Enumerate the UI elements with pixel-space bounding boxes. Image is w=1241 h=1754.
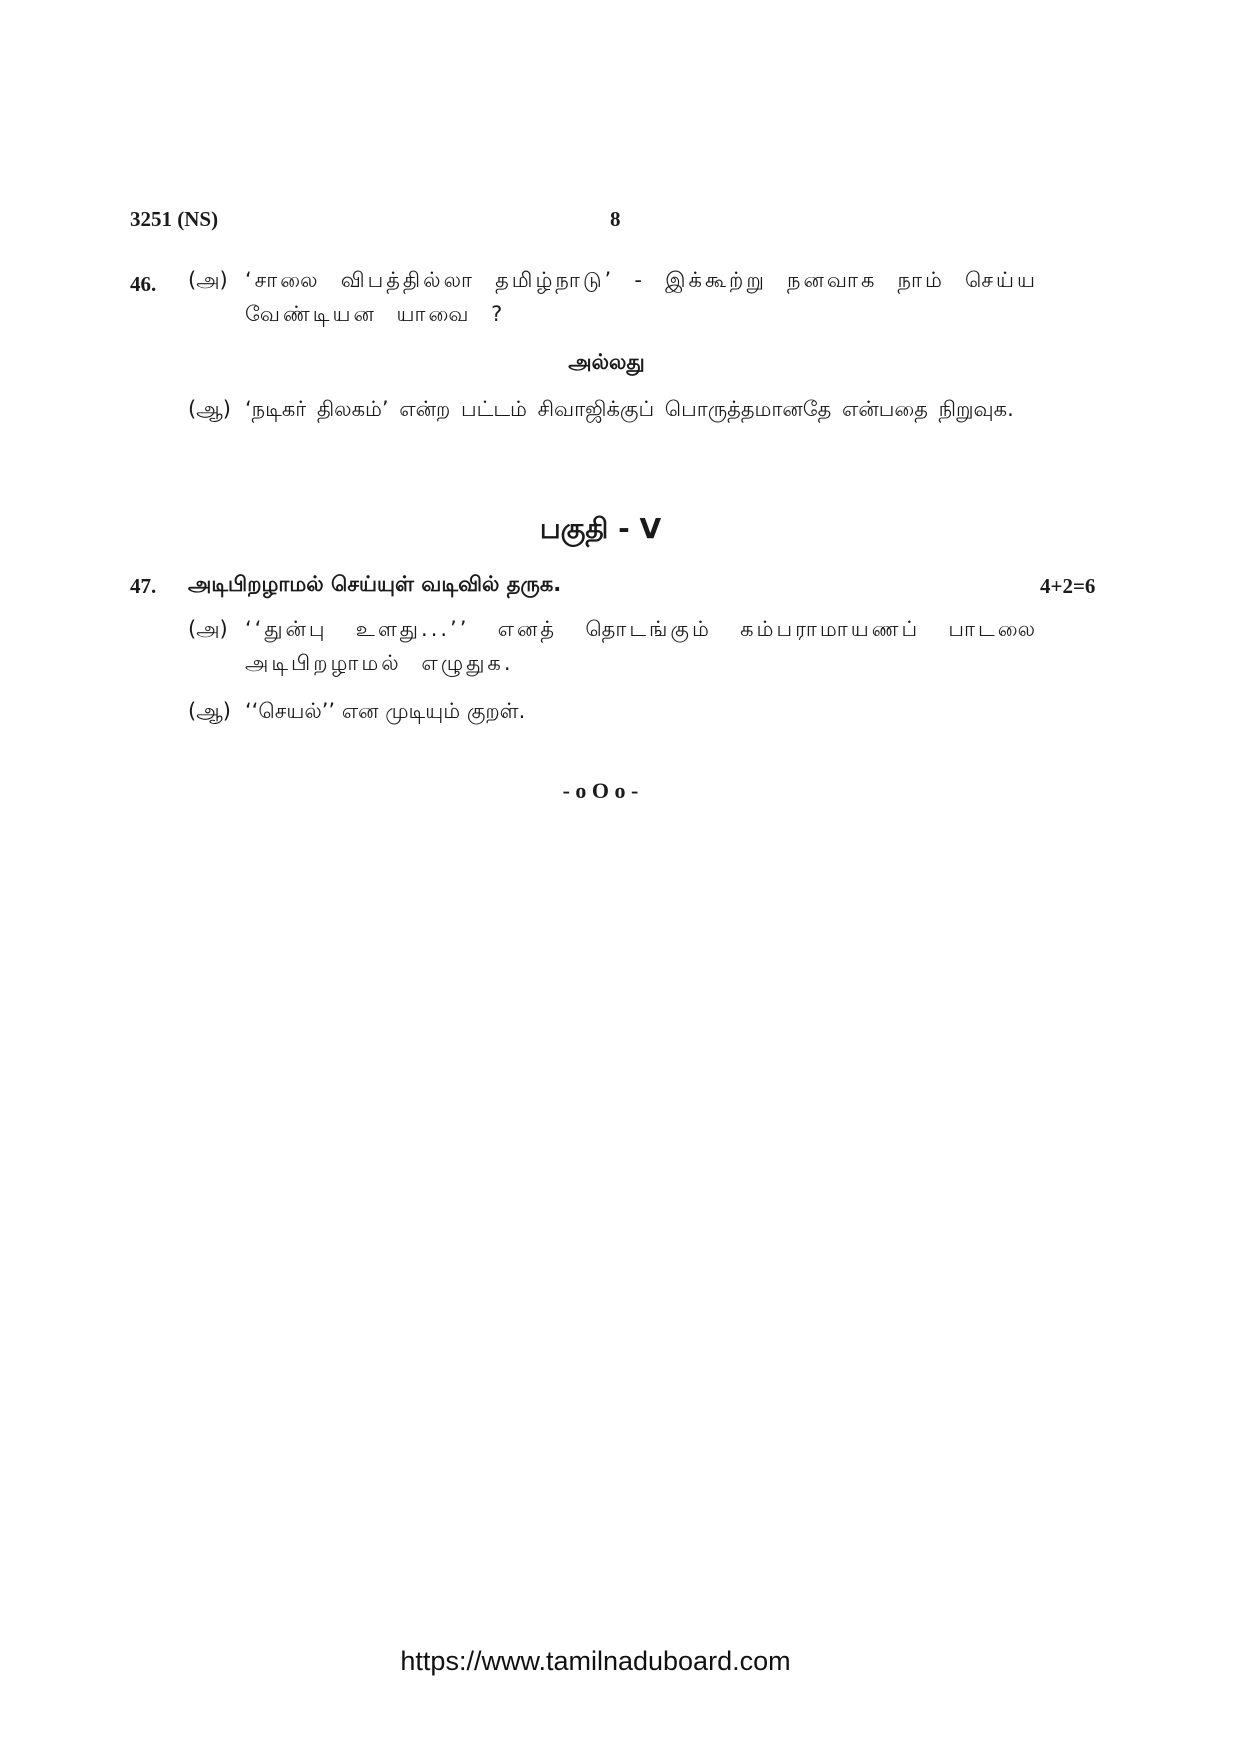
end-mark-row [0,778,1241,804]
question-47-marks: 4+2=6 [1040,574,1096,598]
option-b-label: (ஆ) [188,699,231,723]
question-46-option-b [188,392,1043,426]
option-a-text: ‘‘துன்பு உளது...’’ எனத் தொடங்கும் கம்பராமாயணப் பாடலை அடிபிறழாமல் எழுதுக. [245,617,1038,675]
option-b-label: (ஆ) [188,397,231,421]
question-47-heading: அடிபிறழாமல் செய்யுள் வடிவில் தருக. [188,572,562,596]
option-a-label: (அ) [188,268,228,292]
option-b-text: ‘நடிகர் திலகம்’ என்ற பட்டம் சிவாஜிக்குப் பொருத்தமானதே என்பதை நிறுவுக. [245,397,1014,421]
option-b-text: ‘‘செயல்’’ என முடியும் குறள். [245,699,526,723]
option-a-label: (அ) [188,617,228,641]
footer [0,1646,1241,1677]
question-47-number: 47. [130,574,157,598]
footer-url[interactable]: https://www.tamilnaduboard.com [400,1646,791,1676]
option-a-text: ‘சாலை விபத்தில்லா தமிழ்நாடு’ - இக்கூற்று நனவாக நாம் செய்ய வேண்டியன யாவை ? [245,268,1039,326]
question-46-number: 46. [130,272,157,296]
or-text: அல்லது [568,350,645,374]
end-mark: - o O o - [562,778,639,803]
page-number: 8 [610,207,621,231]
question-47-option-b [188,694,1038,728]
section-title: பகுதி - V [539,512,662,545]
paper-code: 3251 (NS) [130,207,219,231]
or-separator [0,350,1241,377]
question-46-option-a [188,263,1038,331]
question-47-option-a [188,612,1038,680]
section-heading [0,512,1241,549]
